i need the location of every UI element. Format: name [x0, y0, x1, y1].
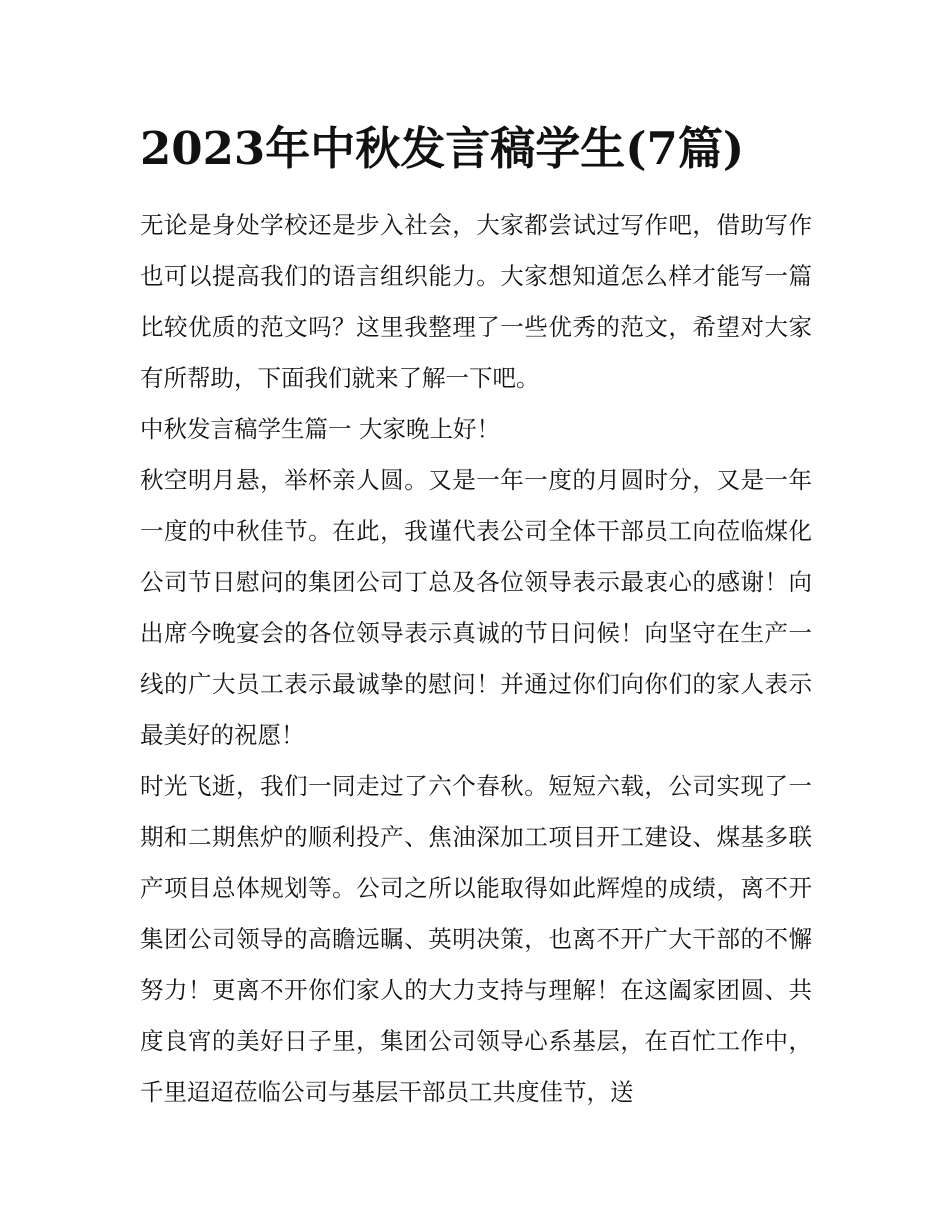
intro-paragraph: 无论是身处学校还是步入社会，大家都尝试过写作吧，借助写作也可以提高我们的语言组织能力。大家想知道怎么样才能写一篇比较优质的范文吗？这里我整理了一些优秀的范文，希望对大家有所帮助，下面我们就来了解一下吧。 — [140, 211, 812, 392]
body-paragraph-2: 时光飞逝，我们一同走过了六个春秋。短短六载，公司实现了一期和二期焦炉的顺利投产、焦油深加工项目开工建设、煤基多联产项目总体规划等。公司之所以能取得如此辉煌的成绩，离不开集团公司领导的高瞻远瞩、英明决策，也离不开广大干部的不懈努力！更离不开你们家人的大力支持与理解！在这阖家团圆、共度良宵的美好日子里，集团公司领导心系基层，在百忙工作中，千里迢迢莅临公司与基层干部员工共度佳节，送 — [140, 772, 812, 1106]
body-paragraph-1: 秋空明月悬，举杯亲人圆。又是一年一度的月圆时分，又是一年一度的中秋佳节。在此，我谨代表公司全体干部员工向莅临煤化公司节日慰问的集团公司丁总及各位领导表示最衷心的感谢！向出席今晚宴会的各位领导表示真诚的节日问候！向坚守在生产一线的广大员工表示最诚挚的慰问！并通过你们向你们的家人表示最美好的祝愿！ — [140, 466, 812, 749]
document-page — [140, 118, 812, 1118]
document-title: 2023年中秋发言稿学生(7篇) — [140, 122, 745, 175]
section-heading-paragraph: 中秋发言稿学生篇一 大家晚上好！ — [140, 415, 500, 443]
